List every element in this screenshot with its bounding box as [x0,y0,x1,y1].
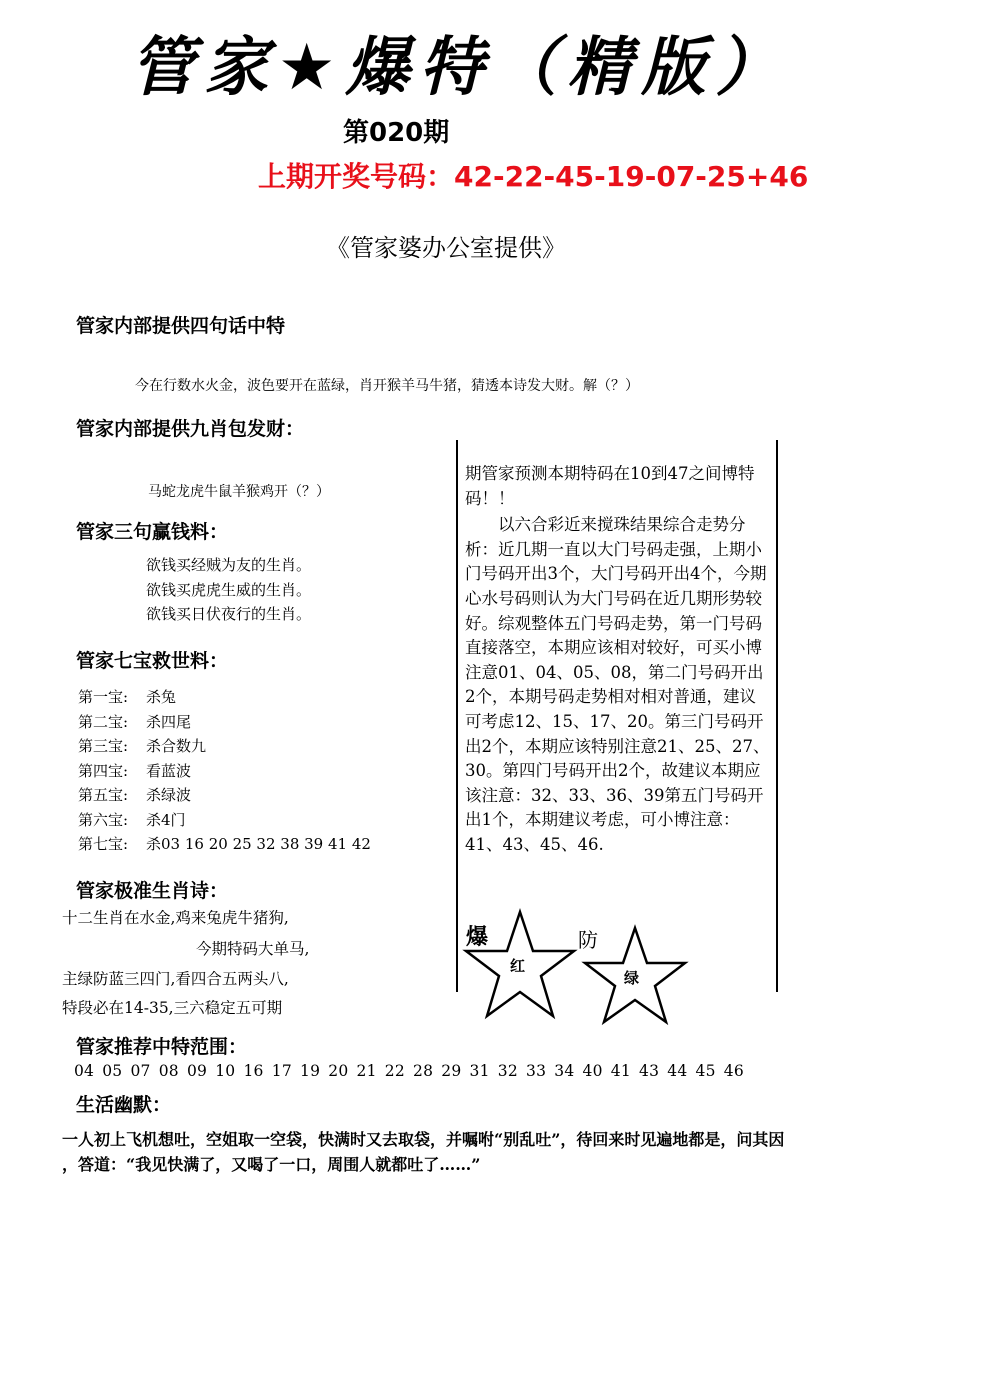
page-title: 管家★爆特（精版） [130,31,790,105]
treasure-label: 第七宝: [78,835,129,853]
treasure-label: 第五宝: [78,786,129,804]
analysis-text [465,462,770,858]
treasure-label: 第三宝: [78,737,129,755]
four-lines-text: 今在行数水火金，波色要开在蓝绿，肖开猴羊马牛猪，猜透本诗发大财。解（？） [135,378,639,394]
list-item [78,759,371,784]
poem-line: 特段必在14-35,三六稳定五可期 [62,999,283,1017]
treasure-value: 杀绿波 [146,786,192,804]
analysis-intro: 期管家预测本期特码在10到47之间博特码！！ [465,464,755,508]
treasure-value: 看蓝波 [146,761,192,780]
section-heading-three-lines: 管家三句赢钱料： [76,521,229,543]
list-item [78,808,371,833]
seven-treasures-list [78,685,371,857]
issue-number: 第020期 [343,118,450,148]
section-heading-humor: 生活幽默： [76,1094,172,1116]
analysis-body: 以六合彩近来搅珠结果综合走势分析：近几期一直以大门号码走强，上期小门号码开出3个，大门号码开出4个，今期心水号码则认为大门号码在近几期形势较好。综观整体五门号码走势，第一门号码直接落空，本期应该相对较好，可买小博注意01、04、05、08，第二门号码开出2个，本期号码走势相对相对普通，建议可考虑12、15、17、20。第三门号码开出2个，本期应该特别注意21、25、27、30。第四门号码开出2个，故建议本期应该注意：32、33、36、39第五门号码开出1个，本期建议考虑，可小博注意：41、43、45、46. [465,515,770,854]
list-item: 欲钱买经贼为友的生肖。 [146,556,312,574]
list-item [78,734,371,759]
treasure-label: 第二宝: [78,712,129,731]
poem-line: 今期特码大单马, [196,940,310,958]
analysis-left-border [456,440,458,992]
three-lines-list [146,553,311,627]
section-heading-four-lines: 管家内部提供四句话中特 [76,315,286,337]
treasure-value: 杀03 16 20 25 32 38 39 41 42 [146,835,371,853]
treasure-value: 杀4门 [146,810,186,829]
recommended-numbers: 04 05 07 08 09 10 16 17 19 20 21 22 28 29 31 32 33 34 40 41 43 44 45 46 [74,1062,744,1080]
section-heading-zodiac-poem: 管家极准生肖诗： [76,880,229,902]
list-item: 欲钱买虎虎生威的生肖。 [146,580,312,599]
section-heading-seven-treasures: 管家七宝救世料： [76,650,229,672]
analysis-right-border [776,440,778,992]
treasure-label: 第一宝: [78,688,129,706]
joke-line: 一人初上飞机想吐，空姐取一空袋，快满时又去取袋，并嘱咐“别乱吐”，待回来时见遍地都是，问其因 [62,1130,785,1149]
star-green-label: 绿 [624,969,640,987]
star-red-label: 红 [510,957,526,975]
treasure-value: 杀四尾 [146,712,192,731]
nine-zodiacs-text: 马蛇龙虎牛鼠羊猴鸡开（？） [148,484,330,500]
last-draw-numbers: 上期开奖号码：42-22-45-19-07-25+46 [258,160,809,193]
section-heading-nine-zodiacs: 管家内部提供九肖包发财： [76,418,305,440]
list-item [78,685,371,710]
list-item [78,783,371,808]
treasure-value: 杀兔 [146,688,177,706]
provider-credit: 《管家婆办公室提供》 [326,234,566,262]
list-item [78,832,371,857]
list-item: 欲钱买日伏夜行的生肖。 [146,605,312,623]
treasure-value: 杀合数九 [146,737,207,755]
treasure-label: 第六宝: [78,810,129,829]
treasure-label: 第四宝: [78,761,129,780]
poem-line: 主绿防蓝三四门,看四合五两头八, [62,970,289,988]
list-item [78,710,371,735]
section-heading-range: 管家推荐中特范围： [76,1036,248,1058]
bao-label: 爆 [466,924,489,950]
fang-label: 防 [578,928,598,952]
poem-line: 十二生肖在水金,鸡来兔虎牛猪狗, [62,909,289,927]
joke-line: ，答道：“我见快满了，又喝了一口，周围人就都吐了……” [62,1155,481,1174]
